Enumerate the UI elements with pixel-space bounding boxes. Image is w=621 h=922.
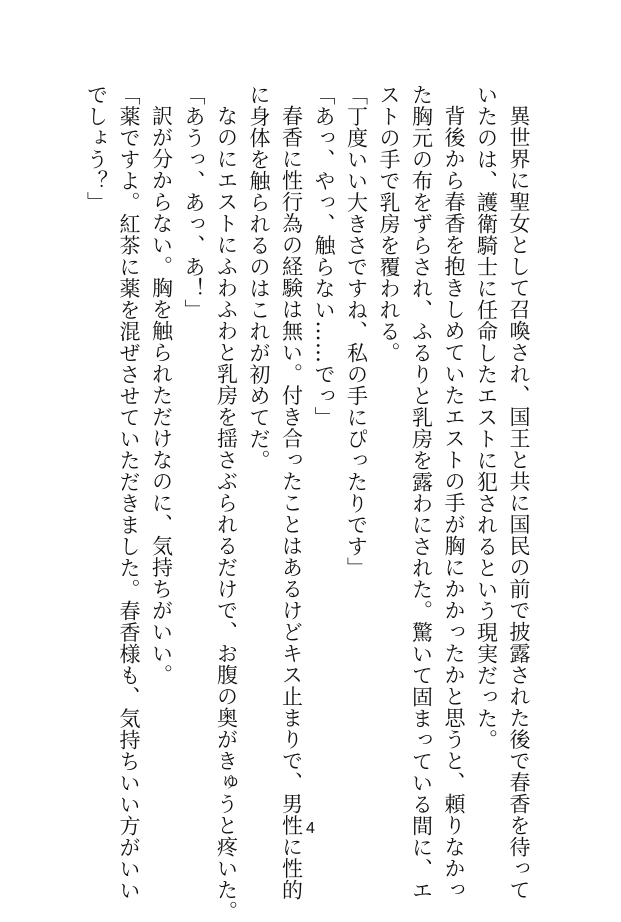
text-line: た胸元の布をずらされ、ふるりと乳房を露わにされた。驚いて固まっている間に、エ [409,84,434,901]
page-number: 4 [306,820,315,837]
dialogue-line: 「あっ、やっ、触らない……でっ」 [312,84,336,428]
dialogue-line: でしょう？」 [84,84,109,213]
dialogue-line: 「薬ですよ。紅茶に薬を混ぜさせていただきました。春香様も、気持ちいい方がいい [117,84,141,901]
body-text [80,84,535,922]
text-line: 春香に性行為の経験は無い。付き合ったことはあるけどキス止まりで、男性に性的 [279,105,304,901]
text-line: 背後から春香を抱きしめていたエストの手が胸にかかったかと思うと、頼りなかっ [442,105,466,901]
text-line: に身体を触られるのはこれが初めてだ。 [247,84,271,471]
text-line: なのにエストにふわふわと乳房を揺さぶられるだけで、お腹の奥がきゅうと疼いた。 [214,105,239,922]
text-line: ストの手で乳房を覆われる。 [377,84,401,364]
text-line: いたのは、護衛騎士に任命したエストに犯されるという現実だった。 [474,84,499,751]
dialogue-line: 「丁度いい大きさですね、私の手にぴったりです」 [344,84,369,579]
dialogue-line: 「あうっ、あっ、あ！」 [182,84,206,321]
text-line: 訳が分からない。胸を触られただけなのに、気持ちがいい。 [149,105,174,686]
text-line: 異世界に聖女として召喚され、国王と共に国民の前で披露された後で春香を待って [507,105,531,901]
